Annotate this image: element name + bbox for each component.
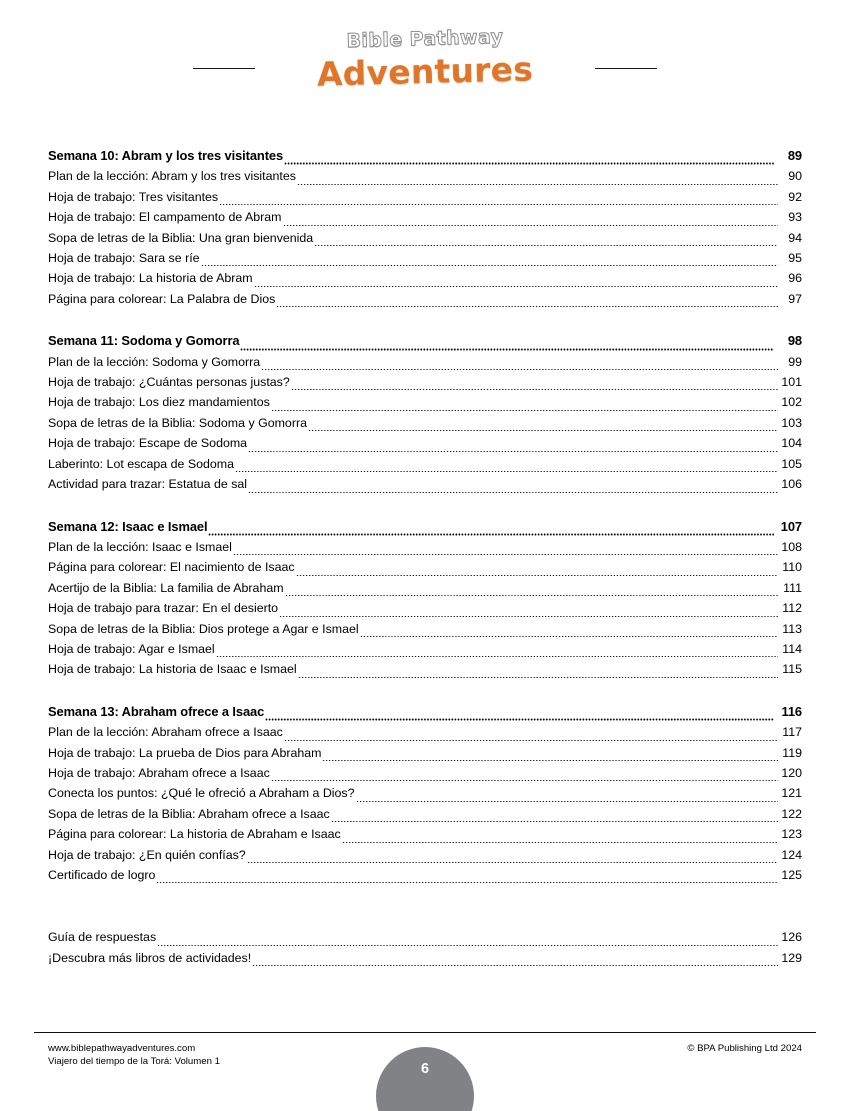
toc-entry-label: Sopa de letras de la Biblia: Sodoma y Gomorra [48, 415, 307, 430]
toc-entry-row[interactable] [48, 268, 802, 288]
toc-section-row[interactable] [48, 331, 802, 351]
dot-leader [314, 233, 778, 247]
dot-leader [283, 213, 779, 227]
toc-entry-label: Plan de la lección: Abram y los tres visitantes [48, 169, 296, 184]
toc-entry-label: Página para colorear: La Palabra de Dios [48, 291, 276, 306]
toc-entry-row[interactable] [48, 557, 802, 577]
toc-section-row[interactable] [48, 146, 802, 166]
toc-entry-page-number: 90 [788, 169, 802, 184]
toc-entry-row[interactable] [48, 372, 802, 392]
toc-entry-page-number: 123 [781, 827, 802, 842]
toc-section-row[interactable] [48, 517, 802, 537]
toc-entry-label: ¡Descubra más libros de actividades! [48, 950, 252, 965]
dot-leader [261, 357, 778, 371]
toc-entry-row[interactable] [48, 433, 802, 453]
section-page-number: 98 [787, 333, 802, 349]
toc-entry-row[interactable] [48, 248, 802, 268]
toc-entry-row[interactable] [48, 619, 802, 639]
dot-leader [284, 728, 778, 742]
toc-entry-page-number: 117 [782, 725, 802, 740]
toc-entry-label: Hoja de trabajo: Escape de Sodoma [48, 436, 248, 451]
dot-leader [252, 953, 778, 967]
toc-section-group [48, 331, 802, 494]
toc-entry-label: Acertijo de la Biblia: La familia de Abraham [48, 580, 284, 595]
logo-text-adventures: Adventures [316, 49, 534, 94]
toc-entry-row[interactable] [48, 392, 802, 412]
toc-entry-page-number: 126 [781, 930, 802, 945]
toc-entry-page-number: 106 [781, 477, 802, 492]
toc-entry-page-number: 125 [781, 868, 802, 882]
toc-entry-label: Hoja de trabajo: Tres visitantes [48, 189, 219, 204]
toc-entry-page-number: 113 [782, 621, 802, 636]
toc-entry-label: Sopa de letras de la Biblia: Dios protege a Agar e Ismael [48, 621, 359, 636]
toc-entry-page-number: 111 [783, 580, 802, 595]
toc-entry-label: Hoja de trabajo: ¿Cuántas personas justas? [48, 375, 290, 390]
dot-leader [219, 192, 778, 206]
toc-entry-label: Actividad para trazar: Estatua de sal [48, 477, 248, 492]
toc-entry-page-number: 115 [782, 662, 802, 677]
toc-entry-row[interactable] [48, 454, 802, 474]
toc-entry-row[interactable] [48, 537, 802, 557]
toc-entry-row[interactable] [48, 166, 802, 186]
page-footer [0, 1040, 850, 1111]
dot-leader [248, 480, 778, 494]
toc-entry-label: Hoja de trabajo: La prueba de Dios para Abraham [48, 745, 322, 760]
toc-entry-label: Hoja de trabajo: ¿En quién confías? [48, 847, 246, 862]
brand-logo [275, 22, 575, 114]
dot-leader [233, 542, 778, 556]
dot-leader [284, 151, 774, 165]
toc-entry-row[interactable] [48, 289, 802, 309]
toc-entry-page-number: 104 [781, 436, 802, 451]
toc-entry-page-number: 122 [781, 806, 802, 821]
dot-leader [271, 398, 778, 412]
toc-entry-row[interactable] [48, 352, 802, 372]
toc-entry-page-number: 103 [781, 415, 802, 430]
toc-entry-row[interactable] [48, 743, 802, 763]
section-page-number: 116 [781, 703, 802, 719]
section-page-number: 89 [787, 148, 802, 163]
section-page-number: 107 [780, 518, 802, 534]
dot-leader [360, 624, 778, 638]
dot-leader [216, 644, 778, 658]
toc-entry-label: Sopa de letras de la Biblia: Abraham ofrece a Isaac [48, 806, 330, 821]
toc-entry-page-number: 120 [781, 765, 802, 780]
dot-leader [331, 809, 778, 823]
dot-leader [291, 377, 778, 391]
toc-entry-row[interactable] [48, 783, 802, 803]
toc-entry-row[interactable] [48, 598, 802, 618]
footer-left-block [48, 1042, 220, 1069]
dot-leader [156, 870, 778, 884]
dot-leader [298, 665, 778, 679]
toc-entry-page-number: 108 [781, 539, 802, 554]
dot-leader [235, 459, 778, 473]
logo-text-bible-pathway: Bible Pathway [346, 25, 504, 53]
toc-entry-page-number: 114 [782, 641, 802, 656]
footer-copyright: © BPA Publishing Ltd 2024 [687, 1043, 802, 1054]
toc-entry-label: Hoja de trabajo: El campamento de Abram [48, 210, 282, 225]
toc-entry-page-number: 93 [788, 210, 802, 225]
logo-rule-left [193, 68, 255, 69]
toc-entry-row[interactable] [48, 804, 802, 824]
toc-entry-page-number: 112 [782, 601, 802, 616]
section-title: Semana 13: Abraham ofrece a Isaac [48, 703, 265, 719]
toc-section-row[interactable] [48, 702, 802, 722]
toc-entry-label: Hoja de trabajo para trazar: En el desierto [48, 601, 279, 616]
footer-website[interactable]: www.biblepathwayadventures.com [48, 1043, 196, 1054]
toc-entry-row[interactable] [48, 722, 802, 742]
dot-leader [157, 933, 778, 947]
page-header [0, 22, 850, 114]
footer-divider [34, 1032, 816, 1033]
toc-entry-row[interactable] [48, 659, 802, 679]
toc-entry-label: Hoja de trabajo: Agar e Ismael [48, 641, 215, 656]
toc-entry-page-number: 95 [788, 251, 802, 266]
toc-entry-page-number: 129 [781, 950, 802, 965]
toc-entry-label: Guía de respuestas [48, 930, 157, 945]
toc-entry-row[interactable] [48, 228, 802, 248]
toc-entry-page-number: 105 [781, 456, 802, 471]
toc-entry-row[interactable] [48, 824, 802, 844]
toc-section-group [48, 702, 802, 886]
dot-leader [247, 850, 778, 864]
dot-leader [356, 789, 779, 803]
toc-entry-label: Sopa de letras de la Biblia: Una gran bienvenida [48, 230, 314, 245]
toc-entry-label: Plan de la lección: Isaac e Ismael [48, 539, 232, 554]
toc-entry-row[interactable] [48, 927, 802, 947]
toc-entry-row[interactable] [48, 207, 802, 227]
toc-entry-row[interactable] [48, 865, 802, 885]
dot-leader [240, 337, 774, 351]
toc-entry-label: Hoja de trabajo: Sara se ríe [48, 251, 200, 266]
dot-leader [297, 172, 778, 186]
section-title: Semana 11: Sodoma y Gomorra [48, 333, 240, 349]
toc-entry-page-number: 121 [781, 786, 802, 801]
dot-leader [322, 748, 778, 762]
dot-leader [308, 418, 778, 432]
toc-entry-label: Certificado de logro [48, 868, 156, 882]
toc-entry-page-number: 97 [788, 291, 802, 306]
toc-entry-row[interactable] [48, 639, 802, 659]
dot-leader [208, 522, 774, 536]
toc-entry-page-number: 124 [781, 847, 802, 862]
toc-entry-row[interactable] [48, 187, 802, 207]
toc-entry-row[interactable] [48, 578, 802, 598]
toc-entry-page-number: 119 [782, 745, 802, 760]
section-title: Semana 10: Abram y los tres visitantes [48, 148, 284, 163]
dot-leader [296, 563, 778, 577]
toc-section-group [48, 517, 802, 680]
section-title: Semana 12: Isaac e Ismael [48, 518, 208, 534]
toc-entry-label: Laberinto: Lot escapa de Sodoma [48, 456, 234, 471]
dot-leader [248, 439, 778, 453]
toc-entry-row[interactable] [48, 845, 802, 865]
toc-entry-label: Plan de la lección: Sodoma y Gomorra [48, 354, 261, 369]
toc-entry-label: Hoja de trabajo: Los diez mandamientos [48, 395, 270, 410]
toc-entry-label: Página para colorear: La historia de Abraham e Isaac [48, 827, 341, 842]
toc-entry-page-number: 92 [788, 189, 802, 204]
toc-entry-row[interactable] [48, 948, 802, 968]
toc-entry-label: Plan de la lección: Abraham ofrece a Isaac [48, 725, 283, 740]
table-of-contents [48, 146, 802, 968]
dot-leader [279, 604, 778, 618]
dot-leader [271, 768, 778, 782]
toc-entry-page-number: 94 [788, 230, 802, 245]
toc-entry-page-number: 99 [788, 354, 802, 369]
toc-entry-label: Página para colorear: El nacimiento de Isaac [48, 560, 295, 575]
toc-entry-page-number: 102 [781, 395, 802, 410]
dot-leader [265, 707, 774, 721]
dot-leader [342, 830, 778, 844]
toc-section-group [48, 146, 802, 309]
toc-entry-row[interactable] [48, 474, 802, 494]
toc-entry-label: Hoja de trabajo: La historia de Isaac e Ismael [48, 662, 297, 677]
toc-entry-row[interactable] [48, 763, 802, 783]
dot-leader [285, 583, 778, 597]
page-number: 6 [420, 1061, 430, 1077]
toc-entry-label: Hoja de trabajo: La historia de Abram [48, 271, 253, 286]
toc-entry-label: Conecta los puntos: ¿Qué le ofreció a Abraham a Dios? [48, 786, 355, 801]
logo-rule-right [595, 68, 657, 69]
page-number-badge [376, 1047, 474, 1111]
toc-entry-page-number: 101 [781, 375, 802, 390]
toc-entry-page-number: 96 [788, 271, 802, 286]
dot-leader [254, 274, 778, 288]
dot-leader [201, 253, 778, 267]
toc-entry-label: Hoja de trabajo: Abraham ofrece a Isaac [48, 765, 270, 780]
toc-extras-group [48, 927, 802, 968]
dot-leader [276, 294, 778, 308]
toc-entry-row[interactable] [48, 413, 802, 433]
footer-book-title: Viajero del tiempo de la Torá: Volumen 1 [48, 1056, 220, 1068]
toc-entry-page-number: 110 [782, 560, 802, 575]
